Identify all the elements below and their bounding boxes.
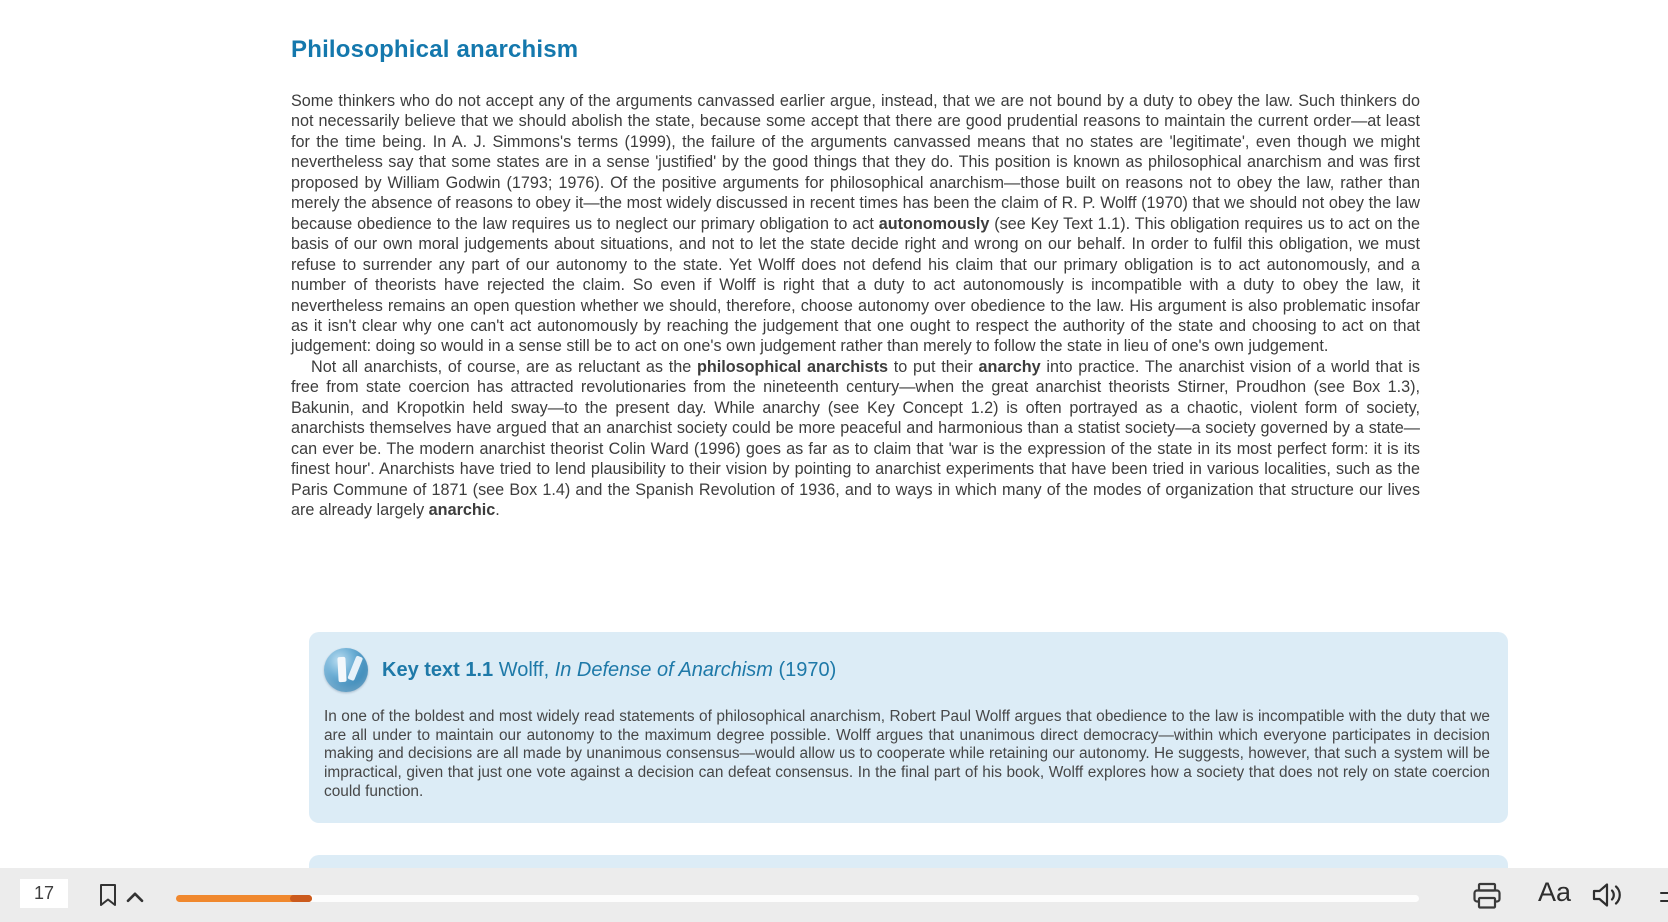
- reading-pane: [291, 36, 1420, 521]
- print-icon[interactable]: [1472, 882, 1502, 915]
- chevron-up-icon[interactable]: [126, 890, 144, 908]
- progress-bar[interactable]: [176, 895, 1419, 902]
- text-size-icon[interactable]: Aa: [1538, 877, 1572, 907]
- volume-icon[interactable]: [1590, 880, 1624, 915]
- page-title: Philosophical anarchism: [291, 36, 579, 63]
- key-text-box: [309, 632, 1508, 823]
- paragraph-philosophical-anarchism: Some thinkers who do not accept any of the arguments canvassed earlier argue, instead, that we are not bound by a duty to obey the law. Such thinkers do not necessarily believe that we should abolish the state, because some accept that there are good prudential reasons to maintain the current order—at least for the time being. In A. J. Simmons's terms (1999), the failure of the arguments canvassed means that no states are 'legitimate', even though we might nevertheless say that some states are in a sense 'justified' by the good things that they do. This position is known as philosophical anarchism and was first proposed by William Godwin (1793; 1976). Of the positive arguments for philosophical anarchism—those built on reasons not to obey the law, rather than merely the absence of reasons to obey it—the most widely discussed in recent times has been the claim of R. P. Wolff (1970) that we should not obey the law because obedience to the law requires us to neglect our primary obligation to act autonomously (see Key Text 1.1). This obligation requires us to act on the basis of our own moral judgements about situations, and not to let the state decide right and wrong on our behalf. In order to fulfil this obligation, we must refuse to surrender any part of our autonomy to the state. Yet Wolff does not defend his claim that our primary obligation is to act autonomously, and a number of theorists have rejected the claim. So even if Wolff is right that a duty to act autonomously is incompatible with a duty to obey the law, it nevertheless remains an open question whether we should, therefore, choose autonomy over obedience to the law. His argument is also problematic insofar as it isn't clear why one can't act autonomously by reaching the judgement that one ought to respect the authority of the state and choosing to act on that judgement: doing so would in a sense still be to act on one's own judgement rather than merely to follow the state in lieu of one's own judgement.: [291, 92, 1420, 356]
- bookmark-icon[interactable]: [98, 883, 118, 912]
- paragraph-anarchists-in-practice: Not all anarchists, of course, are as reluctant as the philosophical anarchists to put their anarchy into practice. The anarchist vision of a world that is free from state coercion has attracted revolutionaries from the nineteenth century—when the great anarchist theorists Stirner, Proudhon (see Box 1.3), Bakunin, and Kropotkin held sway—to the present day. While anarchy (see Key Concept 1.2) is often portrayed as a chaotic, violent form of society, anarchists themselves have argued that an anarchist society could be more peaceful and harmonious than a statist society—a society governed by a state—can ever be. The modern anarchist theorist Colin Ward (1996) goes as far as to claim that 'war is the expression of the state in its most perfect form: it is its finest hour'. Anarchists have tried to lend plausibility to their vision by pointing to anarchist experiments that have been tried in various localities, such as the Paris Commune of 1871 (see Box 1.4) and the Spanish Revolution of 1936, and to ways in which many of the modes of organization that structure our lives are already largely anarchic.: [291, 357, 1420, 520]
- sliders-icon[interactable]: [1660, 890, 1668, 906]
- books-icon: [324, 648, 368, 692]
- key-text-box-title: Key text 1.1 Wolff, In Defense of Anarchism (1970): [382, 658, 837, 681]
- key-text-box-header: [324, 648, 836, 692]
- page-number-input[interactable]: [20, 879, 68, 908]
- reader-toolbar: [0, 868, 1668, 922]
- key-text-box-body: In one of the boldest and most widely read statements of philosophical anarchism, Robert Paul Wolff argues that obedience to the law is incompatible with the duty that we are all under to maintain our autonomy to the maximum degree possible. Wolff argues that unanimous direct democracy—within which everyone participates in decision making and decisions are all made by unanimous consensus—would allow us to cooperate while retaining our autonomy. He suggests, however, that such a system will be impractical, given that just one vote against a decision can defeat consensus. In the final part of his book, Wolff explores how a society that does not rely on state coercion could function.: [324, 708, 1490, 800]
- progress-bar-cap[interactable]: [290, 895, 312, 902]
